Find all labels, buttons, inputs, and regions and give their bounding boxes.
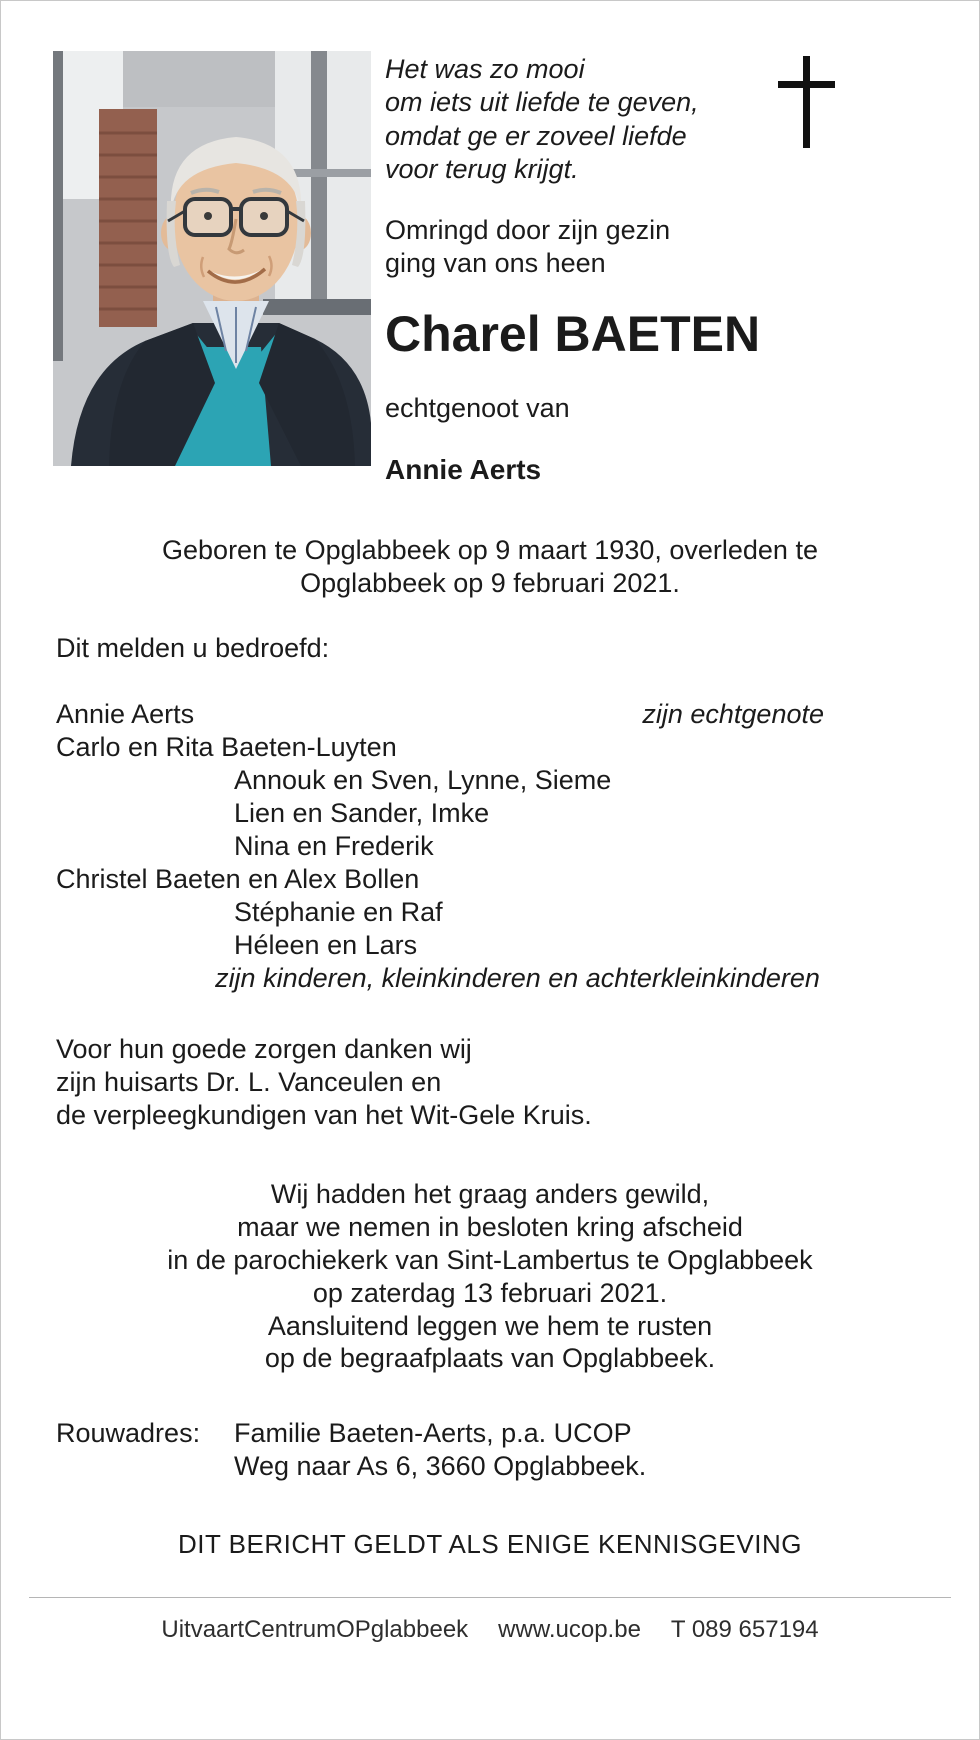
mourning-address-line: Familie Baeten-Aerts, p.a. UCOP: [234, 1418, 632, 1449]
ceremony-text: [1, 1178, 979, 1376]
relation-text: echtgenoot van: [385, 392, 570, 423]
opening-quote: [385, 53, 760, 187]
mourning-address-value: [234, 1417, 646, 1483]
deceased-name: Charel BAETEN: [385, 305, 761, 362]
portrait-illustration: [53, 51, 371, 466]
family-line: Carlo en Rita Baeten-Luyten: [56, 731, 397, 762]
header-text: [371, 51, 760, 488]
quote-line: om iets uit liefde te geven,: [385, 87, 699, 118]
family-list: [56, 698, 924, 995]
ceremony-line: op zaterdag 13 februari 2021.: [312, 1277, 668, 1308]
mourning-address-line: Weg naar As 6, 3660 Opglabbeek.: [234, 1451, 647, 1482]
funeral-home-phone: T 089 657194: [670, 1616, 819, 1643]
family-line: Annouk en Sven, Lynne, Sieme: [234, 764, 612, 795]
announcement-text: Dit melden u bedroefd:: [56, 632, 330, 663]
footer-section: [1, 1569, 979, 1644]
mourning-address-label: Rouwadres:: [56, 1418, 201, 1449]
ceremony-line: Aansluitend leggen we hem te rusten: [267, 1310, 713, 1341]
ceremony-line: op de begraafplaats van Opglabbeek.: [264, 1343, 716, 1374]
family-spouse-row: [56, 698, 924, 731]
header-section: [1, 1, 979, 488]
footer-contact: [1, 1616, 979, 1644]
funeral-home-website: www.ucop.be: [498, 1616, 641, 1643]
thanks-line: de verpleegkundigen van het Wit-Gele Kruis.: [56, 1099, 592, 1130]
family-line: Stéphanie en Raf: [234, 896, 443, 927]
latin-cross-icon: [778, 56, 835, 148]
intro-line: Omringd door zijn gezin: [385, 214, 671, 245]
family-line: Lien en Sander, Imke: [234, 797, 490, 828]
portrait-photo: [53, 51, 371, 466]
thanks-line: Voor hun goede zorgen danken wij: [56, 1033, 472, 1064]
family-closing-text: zijn kinderen, kleinkinderen en achterkleinkinderen: [215, 962, 820, 993]
family-spouse-role: zijn echtgenote: [642, 698, 824, 729]
notice-text: DIT BERICHT GELDT ALS ENIGE KENNISGEVING: [178, 1529, 802, 1560]
quote-line: Het was zo mooi: [385, 54, 585, 84]
birth-death-text: [1, 534, 979, 601]
family-line: Christel Baeten en Alex Bollen: [56, 863, 420, 894]
intro-text: [385, 214, 760, 281]
birth-death-line: Geboren te Opglabbeek op 9 maart 1930, overleden te: [162, 535, 818, 565]
ceremony-line: in de parochiekerk van Sint-Lambertus te Opglabbeek: [167, 1244, 813, 1275]
thanks-text: [56, 1033, 924, 1132]
family-line: Nina en Frederik: [234, 830, 434, 861]
ceremony-line: Wij hadden het graag anders gewild,: [270, 1178, 710, 1209]
birth-death-line: Opglabbeek op 9 februari 2021.: [300, 568, 680, 599]
quote-line: omdat ge er zoveel liefde: [385, 120, 687, 151]
family-spouse-name: Annie Aerts: [56, 698, 195, 729]
intro-line: ging van ons heen: [385, 248, 606, 279]
footer-divider: [29, 1597, 951, 1598]
quote-line: voor terug krijgt.: [385, 154, 579, 185]
funeral-home-name: UitvaartCentrumOPglabbeek: [161, 1616, 469, 1643]
family-line: Héleen en Lars: [234, 929, 418, 960]
mourning-address: [56, 1417, 924, 1483]
spouse-name: Annie Aerts: [385, 454, 542, 486]
ceremony-line: maar we nemen in besloten kring afscheid: [237, 1211, 743, 1242]
thanks-line: zijn huisarts Dr. L. Vanceulen en: [56, 1066, 442, 1097]
